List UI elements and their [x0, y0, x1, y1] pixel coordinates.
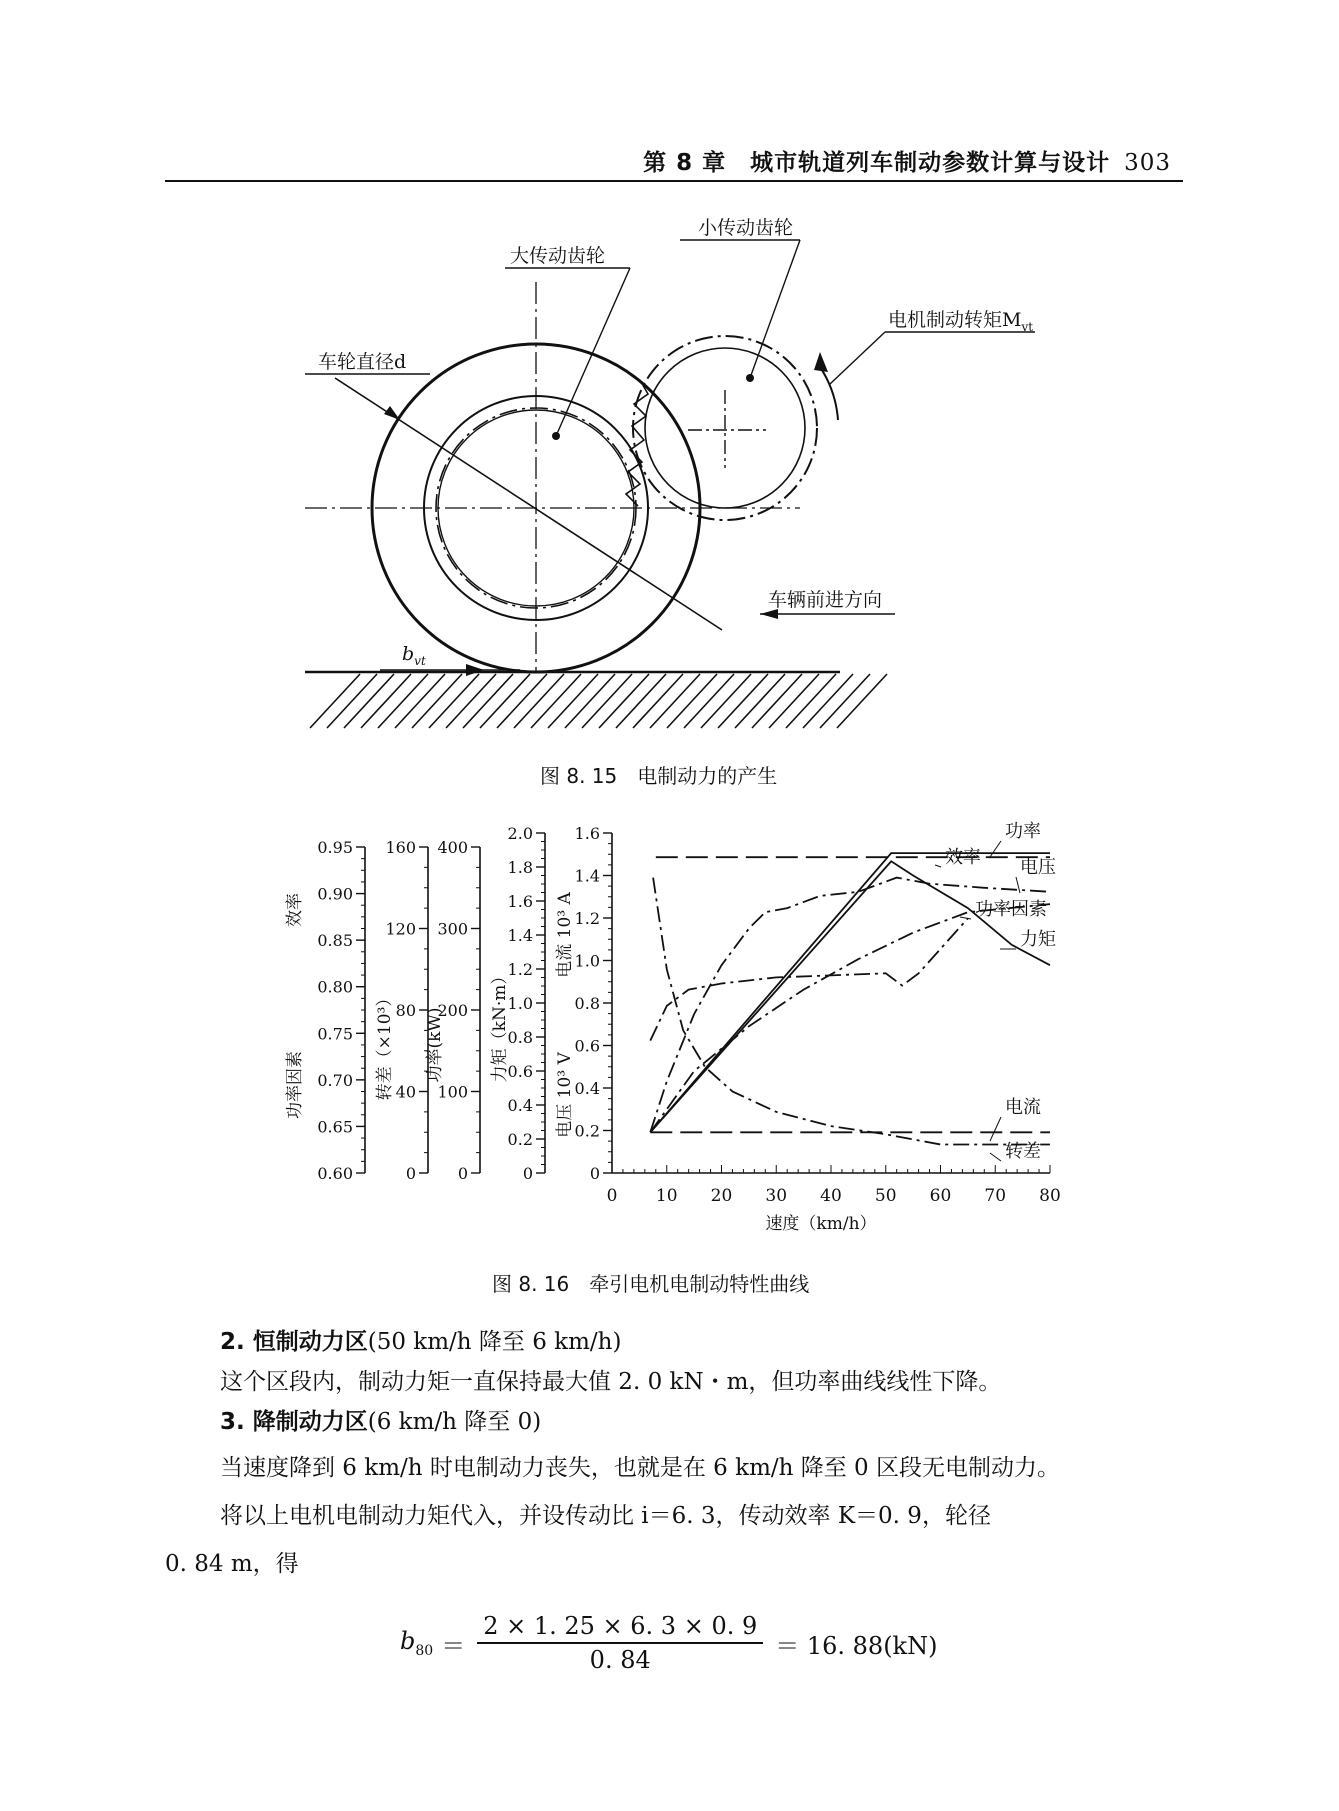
y-tick-label: 1.2 — [574, 909, 600, 928]
figure-8-15 — [0, 0, 1339, 760]
y-tick-label: 0 — [589, 1164, 600, 1183]
direction-label: 车辆前进方向 — [768, 589, 883, 611]
series-line — [650, 918, 968, 1040]
section-3-heading — [220, 1405, 541, 1439]
formula-lhs-subscript: 80 — [415, 1642, 434, 1659]
y-tick-label: 0.65 — [317, 1117, 353, 1137]
motor-torque-text: 电机制动转矩M — [888, 309, 1022, 331]
legend-label: 力矩 — [1020, 929, 1056, 950]
y-tick-label: 400 — [437, 838, 468, 857]
y-tick-label: 0.4 — [507, 1096, 533, 1115]
y-tick-label: 0.4 — [574, 1079, 600, 1098]
big-gear-label: 大传动齿轮 — [510, 245, 606, 267]
series-line — [650, 904, 1050, 1132]
legend-leader — [990, 1153, 1001, 1161]
y-tick-label: 1.8 — [507, 858, 533, 877]
y-tick-label: 0.2 — [574, 1121, 600, 1141]
section-2-title: 2. 恒制动力区 — [220, 1329, 368, 1355]
legend-label: 效率 — [945, 847, 981, 868]
y-axis-label: 力矩（kN·m） — [490, 967, 510, 1083]
y-tick-label: 0 — [405, 1164, 416, 1183]
y-tick-label: 0.2 — [507, 1130, 533, 1149]
y-tick-label: 1.4 — [574, 866, 600, 886]
y-tick-label: 300 — [437, 919, 468, 939]
x-tick-label: 40 — [820, 1186, 842, 1206]
y-tick-label: 0.75 — [317, 1024, 353, 1044]
x-tick-label: 80 — [1039, 1186, 1061, 1206]
ground — [305, 672, 887, 728]
y-tick-label: 0.6 — [507, 1062, 533, 1081]
force-label — [402, 643, 426, 668]
formula-numerator: 2 × 1. 25 × 6. 3 × 0. 9 — [477, 1612, 763, 1644]
motor-torque-subscript: vt — [1021, 320, 1034, 334]
y-axis-label: 转差（×10³） — [375, 989, 395, 1101]
x-tick-label: 30 — [765, 1186, 788, 1206]
y-tick-label: 1.6 — [507, 892, 533, 911]
legend-label: 功率因素 — [975, 899, 1047, 920]
y-tick-label: 1.6 — [574, 824, 600, 843]
legend-label: 电流 — [1005, 1097, 1041, 1118]
y-tick-label: 0.95 — [317, 838, 353, 857]
wheel-diameter-label: 车轮直径d — [318, 351, 407, 373]
section-2-title-rest: (50 km/h 降至 6 km/h) — [367, 1329, 622, 1355]
force-subscript: vt — [414, 654, 426, 668]
section-3-text: 当速度降到 6 km/h 时电制动力丧失，也就是在 6 km/h 降至 0 区段无电制动力。 — [220, 1455, 1061, 1481]
chapter-title: 第 8 章 城市轨道列车制动参数计算与设计 — [643, 150, 1111, 176]
page-number: 303 — [1124, 150, 1171, 176]
section-3-title-rest: (6 km/h 降至 0) — [367, 1409, 542, 1435]
x-tick-label: 20 — [710, 1186, 733, 1206]
y-tick-label: 0.8 — [507, 1028, 533, 1047]
paragraph-line-2: 0. 84 m，得 — [165, 1551, 299, 1577]
y-tick-label: 0.6 — [574, 1036, 600, 1056]
formula-result: ＝ 16. 88(kN) — [775, 1631, 938, 1660]
x-tick-label: 50 — [874, 1186, 897, 1206]
section-3-title: 3. 降制动力区 — [220, 1409, 368, 1435]
y-tick-label: 0 — [522, 1164, 533, 1183]
motor-torque-label — [888, 309, 1033, 334]
x-tick-label: 70 — [984, 1186, 1007, 1206]
force-text: b — [402, 643, 415, 665]
y-tick-label: 0.70 — [317, 1070, 353, 1090]
y-tick-label: 0 — [457, 1164, 468, 1183]
y-tick-label: 2.0 — [507, 824, 533, 843]
section-2-text: 这个区段内，制动力矩一直保持最大值 2. 0 kN・m，但功率曲线线性下降。 — [220, 1369, 1002, 1395]
y-tick-label: 0.85 — [317, 931, 353, 951]
formula-equals: ＝ — [441, 1631, 466, 1660]
legend-label: 电压 — [1020, 857, 1056, 878]
x-tick-label: 60 — [929, 1186, 952, 1206]
y-axis-label: 效率 — [285, 893, 305, 927]
formula-lhs — [400, 1627, 433, 1659]
small-gear-label: 小传动齿轮 — [698, 217, 794, 239]
legend-leader — [960, 917, 971, 919]
figure-8-16-caption: 图 8. 16 牵引电机电制动特性曲线 — [492, 1272, 810, 1296]
legend-leader — [990, 1117, 1001, 1141]
legend-leader — [935, 865, 941, 867]
x-tick-label: 0 — [606, 1186, 618, 1206]
y-axis-label: 电压 10³ V — [555, 1052, 575, 1138]
y-tick-label: 40 — [395, 1082, 416, 1102]
torque-arrow — [818, 364, 838, 420]
paragraph-line-1: 将以上电机电制动力矩代入，并设传动比 i＝6. 3，传动效率 K＝0. 9，轮径 — [220, 1503, 991, 1529]
y-tick-label: 0.90 — [317, 884, 353, 904]
legend-leader — [990, 841, 1001, 857]
x-axis-label: 速度（km/h） — [765, 1214, 877, 1234]
y-tick-label: 200 — [437, 1001, 468, 1020]
figure-8-15-caption: 图 8. 15 电制动力的产生 — [540, 764, 778, 788]
y-tick-label: 100 — [437, 1082, 468, 1102]
formula-denominator: 0. 84 — [589, 1646, 651, 1674]
formula-lhs-symbol: b — [400, 1627, 416, 1656]
y-axis-label: 功率因素 — [285, 1051, 305, 1119]
y-axis-label: 电流 10³ A — [555, 892, 575, 978]
formula — [400, 1612, 937, 1674]
series-line — [650, 853, 1050, 1132]
section-2-heading — [220, 1325, 621, 1359]
y-tick-label: 1.0 — [574, 951, 600, 971]
legend-label: 转差 — [1005, 1141, 1041, 1162]
formula-fraction — [477, 1612, 763, 1674]
y-tick-label: 80 — [395, 1001, 416, 1020]
y-tick-label: 1.2 — [507, 960, 533, 979]
y-tick-label: 1.0 — [507, 994, 533, 1013]
y-tick-label: 160 — [385, 838, 416, 857]
legend-label: 功率 — [1005, 821, 1041, 842]
figure-8-16-chart — [0, 815, 1339, 1255]
y-tick-label: 0.8 — [574, 994, 600, 1013]
y-axis-label: 功率(kW) — [425, 1007, 445, 1083]
y-tick-label: 120 — [385, 919, 416, 939]
x-tick-label: 10 — [655, 1186, 678, 1206]
y-tick-label: 0.60 — [317, 1164, 353, 1183]
y-tick-label: 0.80 — [317, 977, 353, 997]
y-tick-label: 1.4 — [507, 926, 533, 945]
